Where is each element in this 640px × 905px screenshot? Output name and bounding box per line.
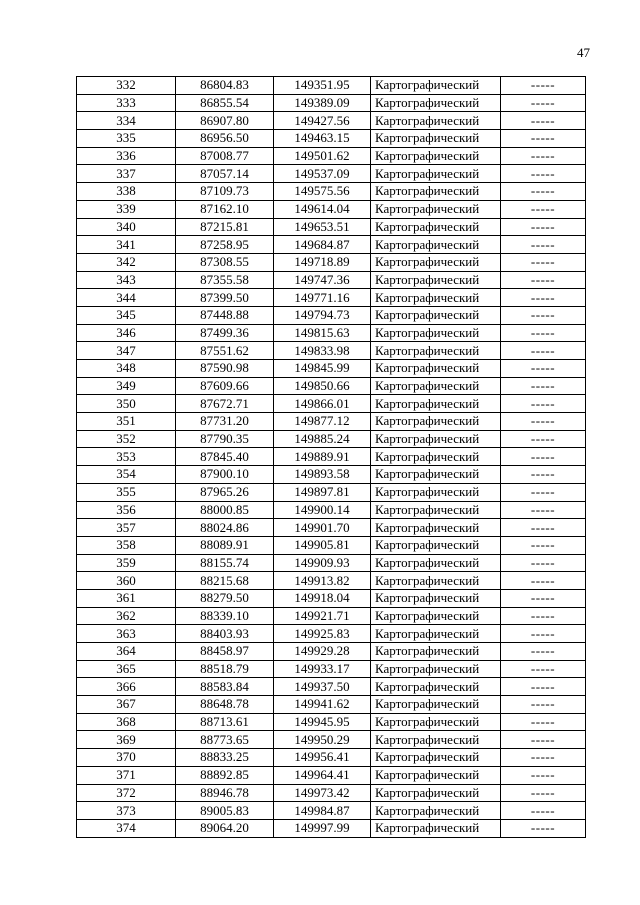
method-cell: Картографический — [371, 342, 501, 360]
y-coordinate-cell: 149925.83 — [274, 625, 371, 643]
table-row — [77, 395, 586, 413]
point-number-cell: 358 — [77, 536, 176, 554]
table-row — [77, 589, 586, 607]
y-coordinate-cell: 149909.93 — [274, 554, 371, 572]
accuracy-cell: ----- — [501, 430, 586, 448]
table-row — [77, 342, 586, 360]
point-number-cell: 332 — [77, 77, 176, 95]
point-number-cell: 341 — [77, 236, 176, 254]
point-number-cell: 352 — [77, 430, 176, 448]
table-row — [77, 660, 586, 678]
y-coordinate-cell: 149885.24 — [274, 430, 371, 448]
method-cell: Картографический — [371, 218, 501, 236]
method-cell: Картографический — [371, 625, 501, 643]
x-coordinate-cell: 86855.54 — [176, 94, 274, 112]
accuracy-cell: ----- — [501, 466, 586, 484]
y-coordinate-cell: 149537.09 — [274, 165, 371, 183]
point-number-cell: 339 — [77, 200, 176, 218]
table-row — [77, 519, 586, 537]
y-coordinate-cell: 149833.98 — [274, 342, 371, 360]
y-coordinate-cell: 149794.73 — [274, 306, 371, 324]
table-row — [77, 77, 586, 95]
accuracy-cell: ----- — [501, 819, 586, 837]
table-row — [77, 183, 586, 201]
table-row — [77, 625, 586, 643]
method-cell: Картографический — [371, 660, 501, 678]
method-cell: Картографический — [371, 572, 501, 590]
table-row — [77, 271, 586, 289]
point-number-cell: 373 — [77, 802, 176, 820]
point-number-cell: 359 — [77, 554, 176, 572]
coordinates-table — [76, 76, 586, 838]
accuracy-cell: ----- — [501, 696, 586, 714]
y-coordinate-cell: 149973.42 — [274, 784, 371, 802]
accuracy-cell: ----- — [501, 200, 586, 218]
table-row — [77, 236, 586, 254]
table-row — [77, 112, 586, 130]
method-cell: Картографический — [371, 589, 501, 607]
method-cell: Картографический — [371, 678, 501, 696]
method-cell: Картографический — [371, 483, 501, 501]
y-coordinate-cell: 149684.87 — [274, 236, 371, 254]
y-coordinate-cell: 149845.99 — [274, 360, 371, 378]
method-cell: Картографический — [371, 236, 501, 254]
x-coordinate-cell: 87790.35 — [176, 430, 274, 448]
point-number-cell: 357 — [77, 519, 176, 537]
method-cell: Картографический — [371, 324, 501, 342]
point-number-cell: 348 — [77, 360, 176, 378]
y-coordinate-cell: 149945.95 — [274, 713, 371, 731]
method-cell: Картографический — [371, 413, 501, 431]
point-number-cell: 370 — [77, 749, 176, 767]
table-row — [77, 377, 586, 395]
method-cell: Картографический — [371, 607, 501, 625]
y-coordinate-cell: 149893.58 — [274, 466, 371, 484]
point-number-cell: 333 — [77, 94, 176, 112]
accuracy-cell: ----- — [501, 377, 586, 395]
table-row — [77, 218, 586, 236]
y-coordinate-cell: 149901.70 — [274, 519, 371, 537]
table-row — [77, 802, 586, 820]
accuracy-cell: ----- — [501, 77, 586, 95]
y-coordinate-cell: 149427.56 — [274, 112, 371, 130]
point-number-cell: 356 — [77, 501, 176, 519]
accuracy-cell: ----- — [501, 253, 586, 271]
method-cell: Картографический — [371, 94, 501, 112]
method-cell: Картографический — [371, 536, 501, 554]
table-row — [77, 713, 586, 731]
x-coordinate-cell: 88892.85 — [176, 766, 274, 784]
x-coordinate-cell: 88946.78 — [176, 784, 274, 802]
x-coordinate-cell: 88648.78 — [176, 696, 274, 714]
method-cell: Картографический — [371, 713, 501, 731]
x-coordinate-cell: 87499.36 — [176, 324, 274, 342]
table-row — [77, 448, 586, 466]
accuracy-cell: ----- — [501, 289, 586, 307]
x-coordinate-cell: 88000.85 — [176, 501, 274, 519]
point-number-cell: 353 — [77, 448, 176, 466]
x-coordinate-cell: 87057.14 — [176, 165, 274, 183]
method-cell: Картографический — [371, 466, 501, 484]
x-coordinate-cell: 87215.81 — [176, 218, 274, 236]
x-coordinate-cell: 87448.88 — [176, 306, 274, 324]
y-coordinate-cell: 149950.29 — [274, 731, 371, 749]
y-coordinate-cell: 149771.16 — [274, 289, 371, 307]
method-cell: Картографический — [371, 395, 501, 413]
x-coordinate-cell: 87672.71 — [176, 395, 274, 413]
point-number-cell: 336 — [77, 147, 176, 165]
point-number-cell: 337 — [77, 165, 176, 183]
y-coordinate-cell: 149929.28 — [274, 643, 371, 661]
y-coordinate-cell: 149956.41 — [274, 749, 371, 767]
y-coordinate-cell: 149933.17 — [274, 660, 371, 678]
table-row — [77, 200, 586, 218]
table-row — [77, 289, 586, 307]
point-number-cell: 338 — [77, 183, 176, 201]
method-cell: Картографический — [371, 696, 501, 714]
accuracy-cell: ----- — [501, 236, 586, 254]
accuracy-cell: ----- — [501, 147, 586, 165]
x-coordinate-cell: 87355.58 — [176, 271, 274, 289]
method-cell: Картографический — [371, 165, 501, 183]
method-cell: Картографический — [371, 448, 501, 466]
accuracy-cell: ----- — [501, 395, 586, 413]
point-number-cell: 365 — [77, 660, 176, 678]
y-coordinate-cell: 149918.04 — [274, 589, 371, 607]
accuracy-cell: ----- — [501, 165, 586, 183]
y-coordinate-cell: 149964.41 — [274, 766, 371, 784]
accuracy-cell: ----- — [501, 607, 586, 625]
point-number-cell: 340 — [77, 218, 176, 236]
accuracy-cell: ----- — [501, 731, 586, 749]
point-number-cell: 371 — [77, 766, 176, 784]
accuracy-cell: ----- — [501, 536, 586, 554]
point-number-cell: 351 — [77, 413, 176, 431]
accuracy-cell: ----- — [501, 483, 586, 501]
x-coordinate-cell: 86956.50 — [176, 130, 274, 148]
point-number-cell: 344 — [77, 289, 176, 307]
accuracy-cell: ----- — [501, 802, 586, 820]
table-row — [77, 130, 586, 148]
y-coordinate-cell: 149889.91 — [274, 448, 371, 466]
method-cell: Картографический — [371, 253, 501, 271]
point-number-cell: 355 — [77, 483, 176, 501]
y-coordinate-cell: 149747.36 — [274, 271, 371, 289]
method-cell: Картографический — [371, 554, 501, 572]
table-row — [77, 430, 586, 448]
point-number-cell: 369 — [77, 731, 176, 749]
x-coordinate-cell: 86804.83 — [176, 77, 274, 95]
accuracy-cell: ----- — [501, 360, 586, 378]
accuracy-cell: ----- — [501, 784, 586, 802]
y-coordinate-cell: 149877.12 — [274, 413, 371, 431]
table-row — [77, 784, 586, 802]
x-coordinate-cell: 88518.79 — [176, 660, 274, 678]
point-number-cell: 368 — [77, 713, 176, 731]
table-row — [77, 413, 586, 431]
point-number-cell: 349 — [77, 377, 176, 395]
x-coordinate-cell: 88024.86 — [176, 519, 274, 537]
method-cell: Картографический — [371, 749, 501, 767]
point-number-cell: 350 — [77, 395, 176, 413]
point-number-cell: 347 — [77, 342, 176, 360]
accuracy-cell: ----- — [501, 713, 586, 731]
accuracy-cell: ----- — [501, 625, 586, 643]
table-row — [77, 165, 586, 183]
method-cell: Картографический — [371, 130, 501, 148]
table-row — [77, 536, 586, 554]
y-coordinate-cell: 149913.82 — [274, 572, 371, 590]
x-coordinate-cell: 87590.98 — [176, 360, 274, 378]
x-coordinate-cell: 88833.25 — [176, 749, 274, 767]
point-number-cell: 372 — [77, 784, 176, 802]
x-coordinate-cell: 87551.62 — [176, 342, 274, 360]
table-row — [77, 501, 586, 519]
table-row — [77, 731, 586, 749]
y-coordinate-cell: 149905.81 — [274, 536, 371, 554]
table-row — [77, 147, 586, 165]
y-coordinate-cell: 149937.50 — [274, 678, 371, 696]
point-number-cell: 346 — [77, 324, 176, 342]
accuracy-cell: ----- — [501, 766, 586, 784]
y-coordinate-cell: 149900.14 — [274, 501, 371, 519]
x-coordinate-cell: 87609.66 — [176, 377, 274, 395]
table-row — [77, 766, 586, 784]
x-coordinate-cell: 87731.20 — [176, 413, 274, 431]
x-coordinate-cell: 88215.68 — [176, 572, 274, 590]
table-row — [77, 360, 586, 378]
method-cell: Картографический — [371, 377, 501, 395]
method-cell: Картографический — [371, 112, 501, 130]
accuracy-cell: ----- — [501, 218, 586, 236]
table-row — [77, 607, 586, 625]
accuracy-cell: ----- — [501, 572, 586, 590]
method-cell: Картографический — [371, 271, 501, 289]
x-coordinate-cell: 88458.97 — [176, 643, 274, 661]
y-coordinate-cell: 149463.15 — [274, 130, 371, 148]
x-coordinate-cell: 87399.50 — [176, 289, 274, 307]
method-cell: Картографический — [371, 784, 501, 802]
point-number-cell: 362 — [77, 607, 176, 625]
accuracy-cell: ----- — [501, 749, 586, 767]
accuracy-cell: ----- — [501, 589, 586, 607]
method-cell: Картографический — [371, 77, 501, 95]
table-row — [77, 572, 586, 590]
accuracy-cell: ----- — [501, 519, 586, 537]
method-cell: Картографический — [371, 289, 501, 307]
y-coordinate-cell: 149351.95 — [274, 77, 371, 95]
x-coordinate-cell: 87845.40 — [176, 448, 274, 466]
x-coordinate-cell: 88089.91 — [176, 536, 274, 554]
point-number-cell: 345 — [77, 306, 176, 324]
point-number-cell: 367 — [77, 696, 176, 714]
table-row — [77, 94, 586, 112]
x-coordinate-cell: 87965.26 — [176, 483, 274, 501]
x-coordinate-cell: 87008.77 — [176, 147, 274, 165]
accuracy-cell: ----- — [501, 306, 586, 324]
table-row — [77, 554, 586, 572]
accuracy-cell: ----- — [501, 501, 586, 519]
x-coordinate-cell: 88339.10 — [176, 607, 274, 625]
accuracy-cell: ----- — [501, 342, 586, 360]
accuracy-cell: ----- — [501, 413, 586, 431]
method-cell: Картографический — [371, 802, 501, 820]
method-cell: Картографический — [371, 501, 501, 519]
method-cell: Картографический — [371, 731, 501, 749]
accuracy-cell: ----- — [501, 660, 586, 678]
point-number-cell: 334 — [77, 112, 176, 130]
y-coordinate-cell: 149653.51 — [274, 218, 371, 236]
method-cell: Картографический — [371, 147, 501, 165]
accuracy-cell: ----- — [501, 324, 586, 342]
table-row — [77, 306, 586, 324]
table-row — [77, 819, 586, 837]
y-coordinate-cell: 149984.87 — [274, 802, 371, 820]
method-cell: Картографический — [371, 819, 501, 837]
y-coordinate-cell: 149718.89 — [274, 253, 371, 271]
method-cell: Картографический — [371, 430, 501, 448]
y-coordinate-cell: 149501.62 — [274, 147, 371, 165]
y-coordinate-cell: 149575.56 — [274, 183, 371, 201]
accuracy-cell: ----- — [501, 183, 586, 201]
method-cell: Картографический — [371, 183, 501, 201]
y-coordinate-cell: 149866.01 — [274, 395, 371, 413]
point-number-cell: 364 — [77, 643, 176, 661]
method-cell: Картографический — [371, 519, 501, 537]
point-number-cell: 335 — [77, 130, 176, 148]
table-row — [77, 696, 586, 714]
y-coordinate-cell: 149389.09 — [274, 94, 371, 112]
accuracy-cell: ----- — [501, 678, 586, 696]
method-cell: Картографический — [371, 643, 501, 661]
accuracy-cell: ----- — [501, 94, 586, 112]
accuracy-cell: ----- — [501, 554, 586, 572]
table-row — [77, 749, 586, 767]
y-coordinate-cell: 149997.99 — [274, 819, 371, 837]
x-coordinate-cell: 88713.61 — [176, 713, 274, 731]
point-number-cell: 360 — [77, 572, 176, 590]
x-coordinate-cell: 87308.55 — [176, 253, 274, 271]
point-number-cell: 366 — [77, 678, 176, 696]
y-coordinate-cell: 149897.81 — [274, 483, 371, 501]
x-coordinate-cell: 87162.10 — [176, 200, 274, 218]
x-coordinate-cell: 88583.84 — [176, 678, 274, 696]
accuracy-cell: ----- — [501, 130, 586, 148]
accuracy-cell: ----- — [501, 448, 586, 466]
point-number-cell: 354 — [77, 466, 176, 484]
x-coordinate-cell: 87900.10 — [176, 466, 274, 484]
y-coordinate-cell: 149850.66 — [274, 377, 371, 395]
accuracy-cell: ----- — [501, 643, 586, 661]
point-number-cell: 361 — [77, 589, 176, 607]
x-coordinate-cell: 88403.93 — [176, 625, 274, 643]
point-number-cell: 343 — [77, 271, 176, 289]
page-number: 47 — [577, 45, 590, 60]
table-row — [77, 643, 586, 661]
table-row — [77, 466, 586, 484]
x-coordinate-cell: 89005.83 — [176, 802, 274, 820]
coordinates-table-body — [77, 77, 586, 838]
accuracy-cell: ----- — [501, 271, 586, 289]
point-number-cell: 363 — [77, 625, 176, 643]
table-row — [77, 253, 586, 271]
x-coordinate-cell: 88773.65 — [176, 731, 274, 749]
y-coordinate-cell: 149815.63 — [274, 324, 371, 342]
method-cell: Картографический — [371, 360, 501, 378]
x-coordinate-cell: 88279.50 — [176, 589, 274, 607]
x-coordinate-cell: 87109.73 — [176, 183, 274, 201]
table-row — [77, 483, 586, 501]
y-coordinate-cell: 149941.62 — [274, 696, 371, 714]
x-coordinate-cell: 89064.20 — [176, 819, 274, 837]
accuracy-cell: ----- — [501, 112, 586, 130]
table-row — [77, 678, 586, 696]
method-cell: Картографический — [371, 766, 501, 784]
x-coordinate-cell: 88155.74 — [176, 554, 274, 572]
x-coordinate-cell: 86907.80 — [176, 112, 274, 130]
x-coordinate-cell: 87258.95 — [176, 236, 274, 254]
method-cell: Картографический — [371, 306, 501, 324]
point-number-cell: 374 — [77, 819, 176, 837]
table-row — [77, 324, 586, 342]
y-coordinate-cell: 149921.71 — [274, 607, 371, 625]
method-cell: Картографический — [371, 200, 501, 218]
point-number-cell: 342 — [77, 253, 176, 271]
y-coordinate-cell: 149614.04 — [274, 200, 371, 218]
